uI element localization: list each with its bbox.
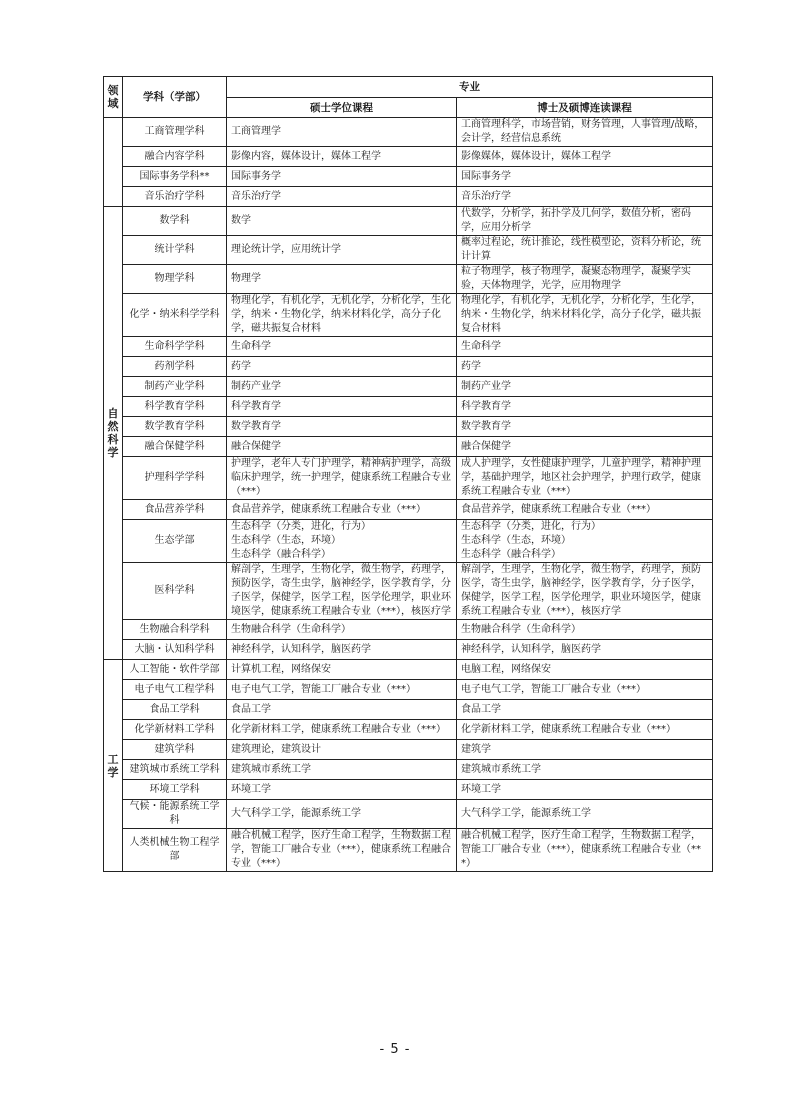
doctor-cell: 药学: [457, 357, 713, 377]
header-domain-char: 域: [107, 97, 119, 110]
master-cell: 制药产业学: [227, 377, 457, 397]
doctor-cell: 生态科学（分类，进化，行为） 生态科学（生态，环境） 生态科学（融合科学）: [457, 520, 713, 563]
table-row: [104, 500, 713, 520]
dept-cell: 融合保健学科: [123, 437, 227, 457]
doctor-cell: 生命科学: [457, 337, 713, 357]
doctor-cell: 制药产业学: [457, 377, 713, 397]
master-cell: 生物融合科学（生命科学）: [227, 620, 457, 640]
domain-char: 学: [107, 765, 119, 779]
dept-cell: 融合内容学科: [123, 147, 227, 167]
doctor-cell: 代数学，分析学，拓扑学及几何学，数值分析，密码学，应用分析学: [457, 207, 713, 236]
dept-cell: 工商管理学科: [123, 118, 227, 147]
table-row: [104, 187, 713, 207]
master-cell: 化学新材料工学，健康系统工程融合专业（***）: [227, 720, 457, 740]
doctor-cell: 建筑城市系统工学: [457, 760, 713, 780]
table-row: [104, 800, 713, 829]
doctor-cell: 大气科学工学，能源系统工学: [457, 800, 713, 829]
master-cell: 食品工学: [227, 700, 457, 720]
master-cell: 科学教育学: [227, 397, 457, 417]
master-cell: 建筑理论，建筑设计: [227, 740, 457, 760]
dept-cell: 制药产业学科: [123, 377, 227, 397]
doctor-cell: 影像媒体，媒体设计，媒体工程学: [457, 147, 713, 167]
table-row: [104, 680, 713, 700]
dept-cell: 气候・能源系统工学科: [123, 800, 227, 829]
dept-cell: 人工智能・软件学部: [123, 660, 227, 680]
dept-cell: 科学教育学科: [123, 397, 227, 417]
doctor-cell: 食品工学: [457, 700, 713, 720]
dept-cell: 护理科学学科: [123, 457, 227, 500]
table-row: [104, 620, 713, 640]
table-row: [104, 167, 713, 187]
doctor-cell: 电子电气工学，智能工厂融合专业（***）: [457, 680, 713, 700]
header-domain-char: 领: [107, 84, 119, 97]
table-row: [104, 265, 713, 294]
dept-cell: 数学教育学科: [123, 417, 227, 437]
master-cell: 生态科学（分类，进化，行为） 生态科学（生态，环境） 生态科学（融合科学）: [227, 520, 457, 563]
table-row: [104, 640, 713, 660]
dept-cell: 食品营养学科: [123, 500, 227, 520]
master-cell: 解剖学，生理学，生物化学，微生物学，药理学，预防医学，寄生虫学，脑神经学，医学教育学，分子医学，保健学，医学工程，医学伦理学，职业环境医学，健康系统工程融合专业（***），核医疗学: [227, 563, 457, 620]
table-row: [104, 760, 713, 780]
doctor-cell: 电脑工程，网络保安: [457, 660, 713, 680]
table-row: [104, 357, 713, 377]
doctor-cell: 科学教育学: [457, 397, 713, 417]
domain-cell: [104, 660, 123, 872]
table-row: [104, 337, 713, 357]
doctor-cell: 成人护理学，女性健康护理学，儿童护理学，精神护理学，基础护理学，地区社会护理学，护理行政学，健康系统工程融合专业（***）: [457, 457, 713, 500]
table-body: [104, 118, 713, 872]
dept-cell: 建筑城市系统工学科: [123, 760, 227, 780]
master-cell: 物理学: [227, 265, 457, 294]
table-row: [104, 780, 713, 800]
header-doctor: 博士及硕博连读课程: [457, 98, 713, 118]
table-row: [104, 118, 713, 147]
domain-char: 学: [107, 446, 119, 459]
master-cell: 建筑城市系统工学: [227, 760, 457, 780]
doctor-cell: 国际事务学: [457, 167, 713, 187]
master-cell: 电子电气工学，智能工厂融合专业（***）: [227, 680, 457, 700]
dept-cell: 生命科学学科: [123, 337, 227, 357]
curriculum-table: [103, 76, 713, 872]
dept-cell: 数学科: [123, 207, 227, 236]
table-row: [104, 563, 713, 620]
table-row: [104, 236, 713, 265]
header-master: 硕士学位课程: [227, 98, 457, 118]
table-row: [104, 147, 713, 167]
domain-char: 然: [107, 420, 119, 433]
dept-cell: 环境工学科: [123, 780, 227, 800]
table-row: [104, 377, 713, 397]
doctor-cell: 工商管理科学，市场营销，财务管理，人事管理/战略，会计学，经营信息系统: [457, 118, 713, 147]
dept-cell: 化学・纳米科学学科: [123, 294, 227, 337]
dept-cell: 物理学科: [123, 265, 227, 294]
dept-cell: 大脑・认知科学科: [123, 640, 227, 660]
master-cell: 数学教育学: [227, 417, 457, 437]
page-number: - 5 -: [379, 1042, 411, 1057]
dept-cell: 食品工学科: [123, 700, 227, 720]
dept-cell: 人类机械生物工程学部: [123, 829, 227, 872]
domain-char: 自: [107, 407, 119, 420]
dept-cell: 药剂学科: [123, 357, 227, 377]
doctor-cell: 数学教育学: [457, 417, 713, 437]
header-dept: 学科（学部）: [123, 77, 227, 118]
dept-cell: 医科学科: [123, 563, 227, 620]
master-cell: 音乐治疗学: [227, 187, 457, 207]
master-cell: 神经科学，认知科学，脑医药学: [227, 640, 457, 660]
master-cell: 计算机工程，网络保安: [227, 660, 457, 680]
table-row: [104, 294, 713, 337]
master-cell: 国际事务学: [227, 167, 457, 187]
table-row: [104, 700, 713, 720]
master-cell: 药学: [227, 357, 457, 377]
master-cell: 融合保健学: [227, 437, 457, 457]
doctor-cell: 化学新材料工学，健康系统工程融合专业（***）: [457, 720, 713, 740]
dept-cell: 化学新材料工学科: [123, 720, 227, 740]
domain-cell: [104, 207, 123, 660]
master-cell: 物理化学，有机化学，无机化学，分析化学，生化学，纳米・生物化学，纳米材料化学，高分子化学，磁共振复合材料: [227, 294, 457, 337]
master-cell: 工商管理学: [227, 118, 457, 147]
master-cell: 生命科学: [227, 337, 457, 357]
table-row: [104, 829, 713, 872]
table-row: [104, 437, 713, 457]
table-row: [104, 520, 713, 563]
header-domain: [104, 77, 123, 118]
doctor-cell: 粒子物理学，核子物理学，凝聚态物理学，凝聚学实验，天体物理学，光学，应用物理学: [457, 265, 713, 294]
doctor-cell: 神经科学，认知科学，脑医药学: [457, 640, 713, 660]
dept-cell: 生物融合科学科: [123, 620, 227, 640]
table-row: [104, 457, 713, 500]
table-row: [104, 397, 713, 417]
doctor-cell: 解剖学，生理学，生物化学，微生物学，药理学，预防医学，寄生虫学，脑神经学，医学教育学，分子医学，保健学，医学工程，医学伦理学，职业环境医学，健康系统工程融合专业（***），核医疗学: [457, 563, 713, 620]
doctor-cell: 音乐治疗学: [457, 187, 713, 207]
master-cell: 环境工学: [227, 780, 457, 800]
doctor-cell: 融合机械工程学，医疗生命工程学，生物数据工程学，智能工厂融合专业（***），健康系统工程融合专业（***）: [457, 829, 713, 872]
master-cell: 数学: [227, 207, 457, 236]
header-major: 专业: [227, 77, 713, 98]
doctor-cell: 食品营养学，健康系统工程融合专业（***）: [457, 500, 713, 520]
table-row: [104, 660, 713, 680]
table-row: [104, 740, 713, 760]
doctor-cell: 物理化学，有机化学，无机化学，分析化学，生化学，纳米・生物化学，纳米材料化学，高分子化学，磁共振复合材料: [457, 294, 713, 337]
domain-cell: [104, 118, 123, 207]
master-cell: 融合机械工程学，医疗生命工程学，生物数据工程学，智能工厂融合专业（***），健康系统工程融合专业（***）: [227, 829, 457, 872]
table-row: [104, 417, 713, 437]
doctor-cell: 生物融合科学（生命科学）: [457, 620, 713, 640]
doctor-cell: 融合保健学: [457, 437, 713, 457]
dept-cell: 生态学部: [123, 520, 227, 563]
dept-cell: 国际事务学科**: [123, 167, 227, 187]
dept-cell: 统计学科: [123, 236, 227, 265]
domain-char: 工: [107, 752, 119, 766]
dept-cell: 电子电气工程学科: [123, 680, 227, 700]
master-cell: 大气科学工学，能源系统工学: [227, 800, 457, 829]
doctor-cell: 概率过程论，统计推论，线性模型论，资料分析论，统计计算: [457, 236, 713, 265]
master-cell: 影像内容，媒体设计，媒体工程学: [227, 147, 457, 167]
doctor-cell: 建筑学: [457, 740, 713, 760]
master-cell: 护理学，老年人专门护理学，精神病护理学，高级临床护理学，统一护理学，健康系统工程融合专业（***）: [227, 457, 457, 500]
table-header-row: [104, 77, 713, 98]
doctor-cell: 环境工学: [457, 780, 713, 800]
table-row: [104, 720, 713, 740]
domain-char: 科: [107, 433, 119, 446]
master-cell: 食品营养学，健康系统工程融合专业（***）: [227, 500, 457, 520]
table-row: [104, 207, 713, 236]
dept-cell: 建筑学科: [123, 740, 227, 760]
dept-cell: 音乐治疗学科: [123, 187, 227, 207]
master-cell: 理论统计学，应用统计学: [227, 236, 457, 265]
